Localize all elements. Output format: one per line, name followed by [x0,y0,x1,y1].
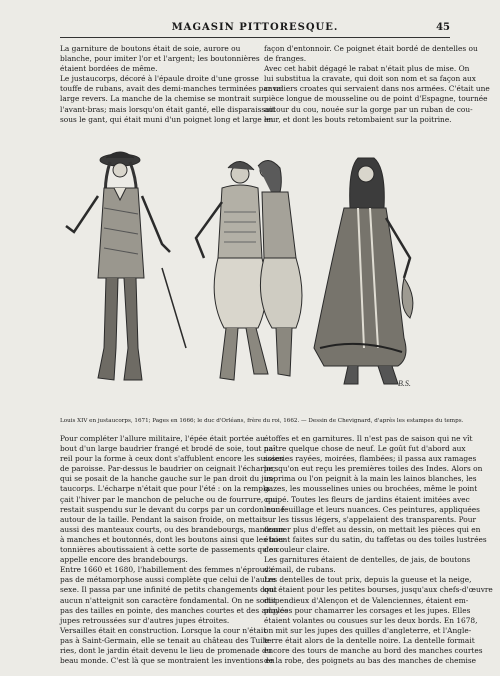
top-right-column [264,44,490,125]
text-line: à manches et boutonnés, dont les boutons ainsi que les bou- [60,534,286,544]
text-line: imprima ou l'on peignit à la main les lainos blanches, les [264,474,477,484]
text-line: cavaliers croates qui servaient dans nos armées. C'était une [264,84,490,94]
text-line: ployées pour chamarrer les corsages et les jupes. Elles [264,605,471,615]
text-line: ries, dont le jardin était devenu le lieu de promenade du [60,645,272,655]
text-line: Avec cet habit dégagé le rabat n'était plus de mise. On [264,64,470,74]
text-line: l'avant-bras; mais lorsqu'on était ganté, elle disparaissait [60,104,275,114]
text-line: leur, et dont les bouts retombaient sur la poitrine. [264,114,452,124]
text-line: de couleur claire. [264,545,330,555]
text-line: jupes retroussées sur d'autres jupes étroites. [60,615,230,625]
text-line: La garniture de boutons était de soie, aurore ou [60,44,241,53]
text-line: étaient faites sur du satin, du taffetas ou des toiles lustrées [264,534,487,544]
page-header [60,22,450,38]
text-line: coupé. Toutes les fleurs de jardins étaient imitées avec [264,494,470,504]
artist-signature: B.S. [398,379,411,388]
text-line: lui substitua la cravate, qui doit son nom et sa façon aux [264,74,476,84]
text-line: sous le gant, qui était muni d'un poignet long et large en [60,114,274,124]
text-line: blanche, pour imiter l'or et l'argent; les boutonnières [60,54,260,64]
text-line: touffe de rubans, avait des demi-manches terminées par un [60,84,284,94]
text-line: Les garnitures étaient de dentelles, de jais, de boutons [264,555,471,565]
text-line: Le justaucorps, décoré à l'épaule droite d'une grosse [60,74,259,84]
costume-engraving [58,148,450,408]
text-line: pas de métamorphose aussi complète que celui de l'autre [60,575,276,585]
text-line: façon d'entonnoir. Ce poignet était bordé de dentelles ou [264,44,478,53]
text-line: lorsqu'on eut reçu les premières toiles des Indes. Alors on [264,464,483,474]
text-line: étoffes et en garnitures. Il n'est pas de saison qui ne vît [264,434,473,443]
text-line: bout d'un large baudrier frangé et brodé de soie, tout pa- [60,444,276,454]
top-left-column [60,44,284,125]
bottom-right-column [264,434,493,666]
text-line: encore des tours de manche au bord des manches courtes [264,645,483,655]
text-line: d'émail, de rubans. [264,565,336,575]
text-line: Pour compléter l'allure militaire, l'épée était portée au [60,434,266,443]
text-line: naître quelque chose de neuf. Le goût fut d'abord aux [264,444,466,454]
text-line: Les dentelles de tout prix, depuis la gueuse et la neige, [264,575,472,585]
text-line: large revers. La manche de la chemise se montrait sur [60,94,265,104]
text-line: de franges. [264,54,307,64]
text-line: leur feuillage et leurs nuances. Ces peintures, appliquées [264,504,480,514]
text-line: pièce longue de mousseline ou de point d'Espagne, tournée [264,94,488,104]
text-line: autour du cou, nouée sur la gorge par un ruban de cou- [264,104,473,114]
text-line: de paroisse. Par-dessus le baudrier on ceignait l'écharpe, [60,464,276,474]
text-line: gazes, les mousselines unies ou brochées, même le point [264,484,478,494]
text-line: pas à Saint-Germain, elle se tenait au château des Tuile- [60,635,272,645]
text-line: Versailles était en construction. Lorsque la cour n'était [60,625,267,635]
text-line: sexe. Il passa par une infinité de petits changements dont [60,585,277,595]
bottom-left-column [60,434,289,666]
header-rule [60,37,450,38]
text-line: qui étaient pour les petites bourses, jusqu'aux chefs-d'œuvre [264,585,493,595]
text-line: aussi des manteaux courts, ou des brandebourgs, manteaux [60,524,286,534]
text-line: qui se posait de la hanche gauche sur le pan droit du jus- [60,474,275,484]
text-line: appelle encore des brandebourgs. [60,555,188,565]
text-line: pas des tailles en pointe, des manches courtes et des amples [60,605,289,615]
text-line: de la robe, des poignets au bas des manches de chemise [264,656,477,666]
text-line: reil pour la forme à ceux dont s'affublent encore les suisses [60,454,284,464]
text-line: terre était alors de la dentelle noire. La dentelle formait [264,635,475,645]
text-line: aucun n'atteignit son caractère fondamental. On ne sortit [60,595,277,605]
figure-caption: Louis XIV en justaucorps, 1671; Pages en 1666; le duc d'Orléans, frère du roi, 1662. — Dessin de Chevignard, d'après les estampes du temps. [60,418,464,424]
figure-duc-orleans [314,158,413,384]
text-line: on mit sur les jupes des quilles d'angleterre, et l'Angle- [264,625,472,635]
text-line: autour de la taille. Pendant la saison froide, on mettait [60,514,265,524]
text-line: restait suspendu sur le devant du corps par un cordon noué [60,504,285,514]
text-line: soieries rayées, moirées, flambées; il passa aux ramages [264,454,477,464]
text-line: beau monde. C'est là que se montraient les inventions en [60,656,275,666]
text-line: çait l'hiver par le manchon de peluche ou de fourrure, qui [60,494,278,504]
page-number: 45 [436,22,450,33]
text-line: sur les tissus légers, s'appelaient des transparents. Pour [264,514,477,524]
figure-pages [196,160,302,380]
text-line: tonnières aboutissaient à cette sorte de passements qu'on [60,545,279,555]
text-line: dispendieux d'Alençon et de Valenciennes, étaient em- [264,595,469,605]
text-line: étaient bordées de même. [60,64,158,74]
magazine-title: MAGASIN PITTORESQUE. [171,22,339,33]
figure-louis-xiv [66,152,186,380]
text-line: taucorps. L'écharpe n'était que pour l'été : on la rempla- [60,484,273,494]
text-line: étaient volantes ou cousues sur les deux bords. En 1678, [264,615,478,625]
text-line: Entre 1660 et 1680, l'habillement des femmes n'éprouva [60,565,274,575]
text-line: donner plus d'effet au dessin, on mettait les pièces qui en [264,524,481,534]
